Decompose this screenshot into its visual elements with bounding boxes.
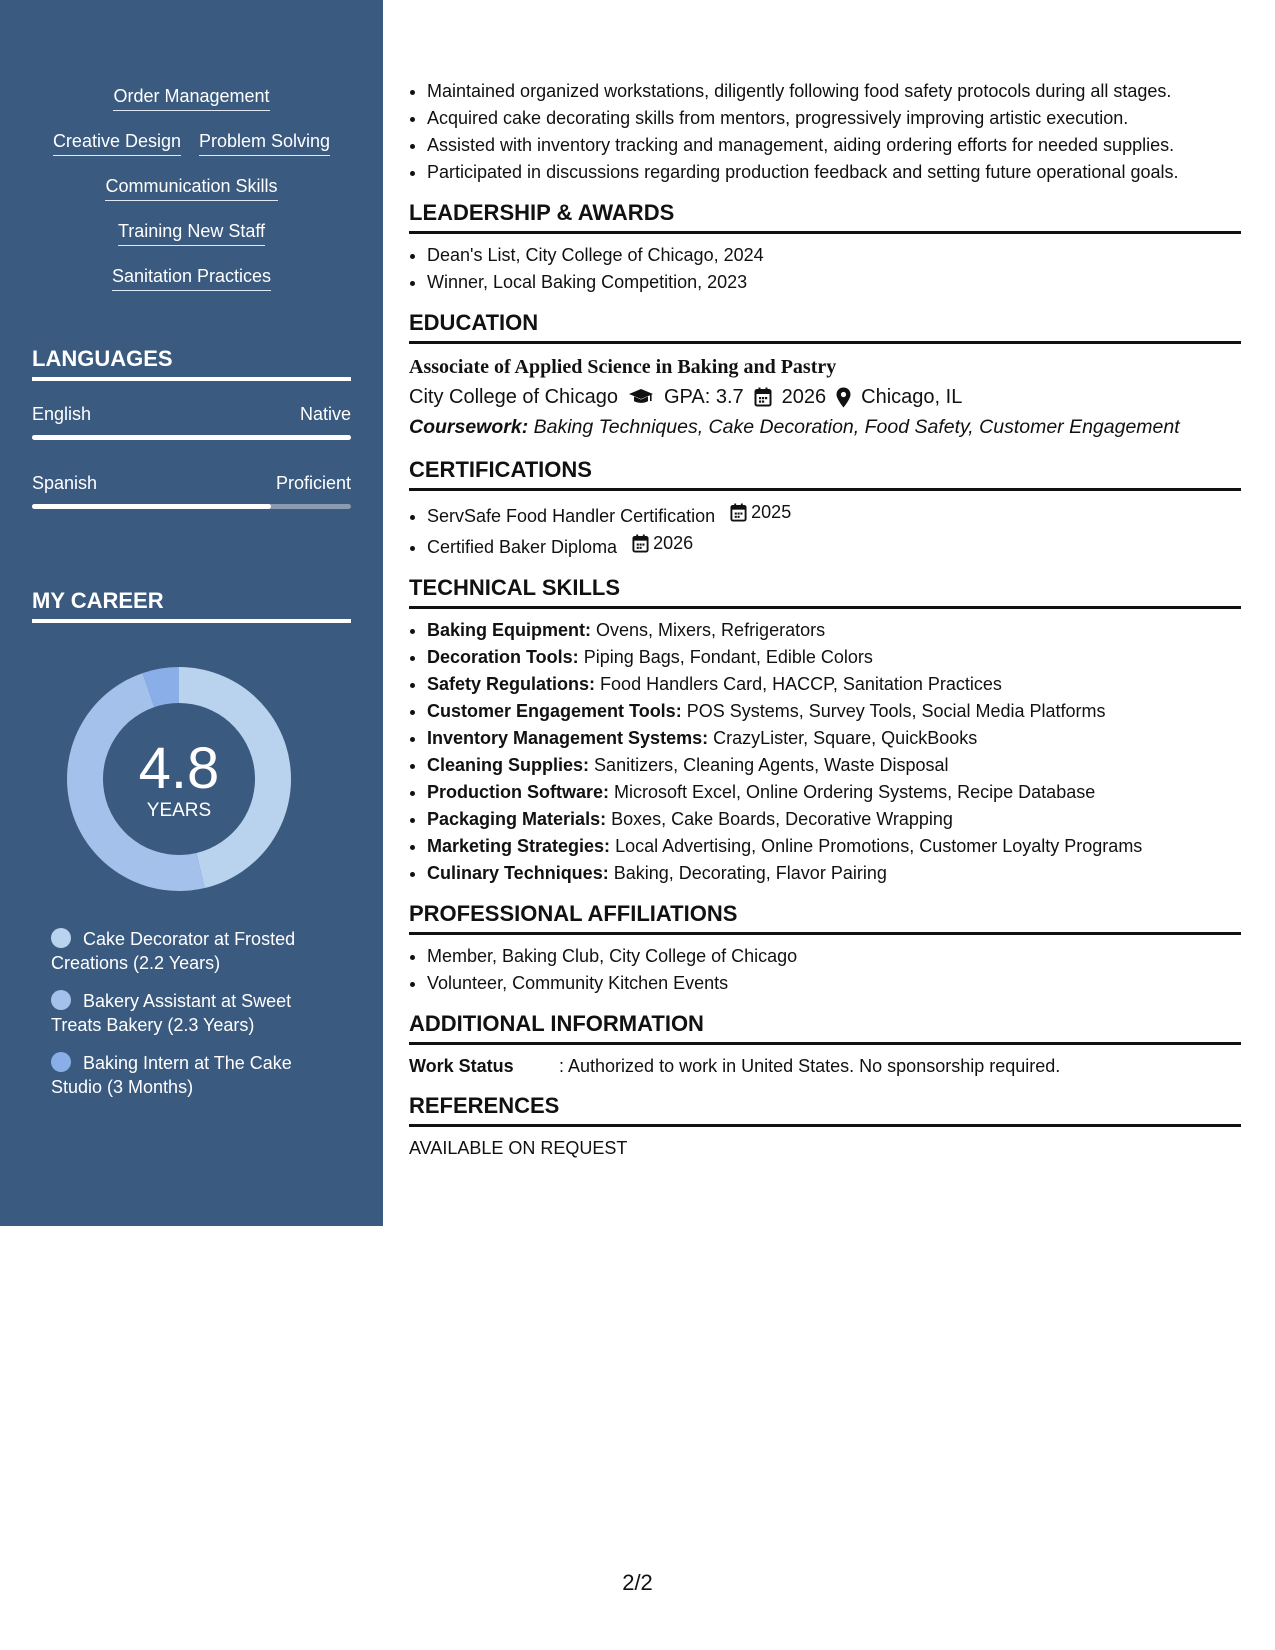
experience-bullet: • Maintained organized workstations, diligently following food safety protocols during all stages. — [427, 78, 1241, 105]
references-text: AVAILABLE ON REQUEST — [409, 1138, 628, 1158]
leadership-list — [409, 242, 1241, 296]
location-pin-icon — [836, 387, 851, 408]
certification-name: Certified Baker Diploma — [427, 537, 618, 557]
experience-bullet: • Acquired cake decorating skills from mentors, progressively improving artistic execution. — [427, 105, 1241, 132]
tech-skill-value: Microsoft Excel, Online Ordering Systems, Recipe Database — [614, 782, 1096, 802]
skill-row — [0, 221, 383, 266]
career-label: Baking Intern at The Cake Studio (3 Months) — [51, 1053, 292, 1097]
calendar-icon — [632, 534, 649, 553]
skill-tag: Order Management — [113, 86, 269, 111]
references-heading: REFERENCES — [409, 1093, 1241, 1127]
legend-dot — [51, 1052, 71, 1072]
main-content — [409, 78, 1241, 1161]
tech-skill-item — [427, 833, 1241, 860]
affiliations-list — [409, 943, 1241, 997]
tech-skill-key: Marketing Strategies: — [427, 836, 611, 856]
tech-skill-item — [427, 806, 1241, 833]
career-legend — [51, 927, 321, 1113]
graduation-cap-icon — [628, 388, 654, 406]
language-english — [32, 403, 351, 440]
tech-skill-value: Baking, Decorating, Flavor Pairing — [613, 863, 887, 883]
certification-item — [427, 530, 1241, 561]
work-status-value: : Authorized to work in United States. No sponsorship required. — [559, 1056, 1061, 1076]
page-number: 2/2 — [622, 1570, 653, 1595]
skill-row — [0, 176, 383, 221]
tech-skill-value: POS Systems, Survey Tools, Social Media Platforms — [686, 701, 1106, 721]
sidebar — [0, 0, 383, 1226]
tech-skill-item — [427, 860, 1241, 887]
affiliation-item: • Volunteer, Community Kitchen Events — [427, 970, 1241, 997]
skill-row — [0, 131, 383, 176]
certification-year: 2026 — [653, 533, 694, 553]
skill-tag: Problem Solving — [199, 131, 330, 156]
tech-skill-key: Customer Engagement Tools: — [427, 701, 682, 721]
certifications-list — [409, 499, 1241, 561]
graduation-year: 2026 — [781, 386, 827, 408]
affiliations-heading: PROFESSIONAL AFFILIATIONS — [409, 901, 1241, 935]
certification-name: ServSafe Food Handler Certification — [427, 506, 716, 526]
coursework-label: Coursework: — [409, 416, 529, 438]
skill-tag: Sanitation Practices — [112, 266, 271, 291]
tech-skill-key: Production Software: — [427, 782, 610, 802]
career-item — [51, 1051, 321, 1099]
experience-bullet: • Assisted with inventory tracking and management, aiding ordering efforts for needed supplies. — [427, 132, 1241, 159]
calendar-icon — [730, 503, 747, 522]
tech-skill-value: Piping Bags, Fondant, Edible Colors — [583, 647, 873, 667]
career-heading: MY CAREER — [32, 588, 351, 623]
leadership-heading: LEADERSHIP & AWARDS — [409, 200, 1241, 234]
tech-skill-item — [427, 779, 1241, 806]
career-label: Bakery Assistant at Sweet Treats Bakery (2.3 Years) — [51, 991, 292, 1035]
tech-skill-item — [427, 617, 1241, 644]
tech-skill-key: Inventory Management Systems: — [427, 728, 709, 748]
career-total: 4.8 — [138, 736, 220, 801]
skill-tag: Communication Skills — [105, 176, 277, 201]
languages-heading: LANGUAGES — [32, 346, 351, 381]
legend-dot — [51, 990, 71, 1010]
career-unit: YEARS — [146, 800, 212, 821]
work-status-label: Work Status — [409, 1056, 514, 1076]
calendar-icon — [754, 387, 772, 407]
tech-skill-key: Packaging Materials: — [427, 809, 607, 829]
tech-skill-key: Safety Regulations: — [427, 674, 596, 694]
tech-skill-value: Sanitizers, Cleaning Agents, Waste Disposal — [594, 755, 949, 775]
tech-skill-item — [427, 671, 1241, 698]
leadership-item: • Winner, Local Baking Competition, 2023 — [427, 269, 1241, 296]
degree-title: Associate of Applied Science in Baking and Pastry — [409, 356, 837, 378]
tech-skill-value: CrazyLister, Square, QuickBooks — [713, 728, 978, 748]
language-level: Native — [299, 404, 351, 424]
certification-item — [427, 499, 1241, 530]
skill-tag: Creative Design — [53, 131, 181, 156]
education-details — [409, 382, 1241, 412]
tech-skill-value: Ovens, Mixers, Refrigerators — [596, 620, 826, 640]
skills-list — [0, 86, 383, 311]
certification-year: 2025 — [751, 502, 792, 522]
gpa: GPA: 3.7 — [664, 386, 744, 408]
tech-skill-item — [427, 752, 1241, 779]
technical-skills-list — [409, 617, 1241, 887]
school-location: Chicago, IL — [861, 386, 963, 408]
tech-skill-key: Culinary Techniques: — [427, 863, 609, 883]
language-name: Spanish — [32, 473, 98, 493]
career-label: Cake Decorator at Frosted Creations (2.2 Years) — [51, 929, 296, 973]
career-item — [51, 927, 321, 975]
language-spanish — [32, 472, 351, 509]
tech-skill-key: Cleaning Supplies: — [427, 755, 590, 775]
work-status — [409, 1053, 1241, 1079]
legend-dot — [51, 928, 71, 948]
language-name: English — [32, 404, 92, 424]
experience-bullet: • Participated in discussions regarding production feedback and setting future operational goals. — [427, 159, 1241, 186]
tech-skill-value: Food Handlers Card, HACCP, Sanitation Practices — [600, 674, 1002, 694]
additional-info-heading: ADDITIONAL INFORMATION — [409, 1011, 1241, 1045]
leadership-item: • Dean's List, City College of Chicago, 2024 — [427, 242, 1241, 269]
tech-skill-item — [427, 698, 1241, 725]
experience-bullets — [409, 78, 1241, 186]
skill-row — [0, 86, 383, 131]
school-name: City College of Chicago — [409, 386, 618, 408]
tech-skill-value: Local Advertising, Online Promotions, Customer Loyalty Programs — [615, 836, 1143, 856]
affiliation-item: • Member, Baking Club, City College of Chicago — [427, 943, 1241, 970]
language-bar — [32, 504, 351, 509]
skill-row — [0, 266, 383, 311]
skill-tag: Training New Staff — [118, 221, 265, 246]
tech-skill-key: Decoration Tools: — [427, 647, 579, 667]
language-bar-fill — [32, 504, 271, 509]
tech-skill-key: Baking Equipment: — [427, 620, 592, 640]
technical-skills-heading: TECHNICAL SKILLS — [409, 575, 1241, 609]
tech-skill-item — [427, 725, 1241, 752]
career-item — [51, 989, 321, 1037]
tech-skill-item — [427, 644, 1241, 671]
language-bar-fill — [32, 435, 351, 440]
education-heading: EDUCATION — [409, 310, 1241, 344]
tech-skill-value: Boxes, Cake Boards, Decorative Wrapping — [611, 809, 953, 829]
language-level: Proficient — [275, 473, 351, 493]
career-donut-center — [66, 666, 292, 892]
certifications-heading: CERTIFICATIONS — [409, 457, 1241, 491]
coursework-text: Baking Techniques, Cake Decoration, Food Safety, Customer Engagement — [533, 416, 1180, 438]
coursework — [409, 412, 1241, 443]
language-bar — [32, 435, 351, 440]
